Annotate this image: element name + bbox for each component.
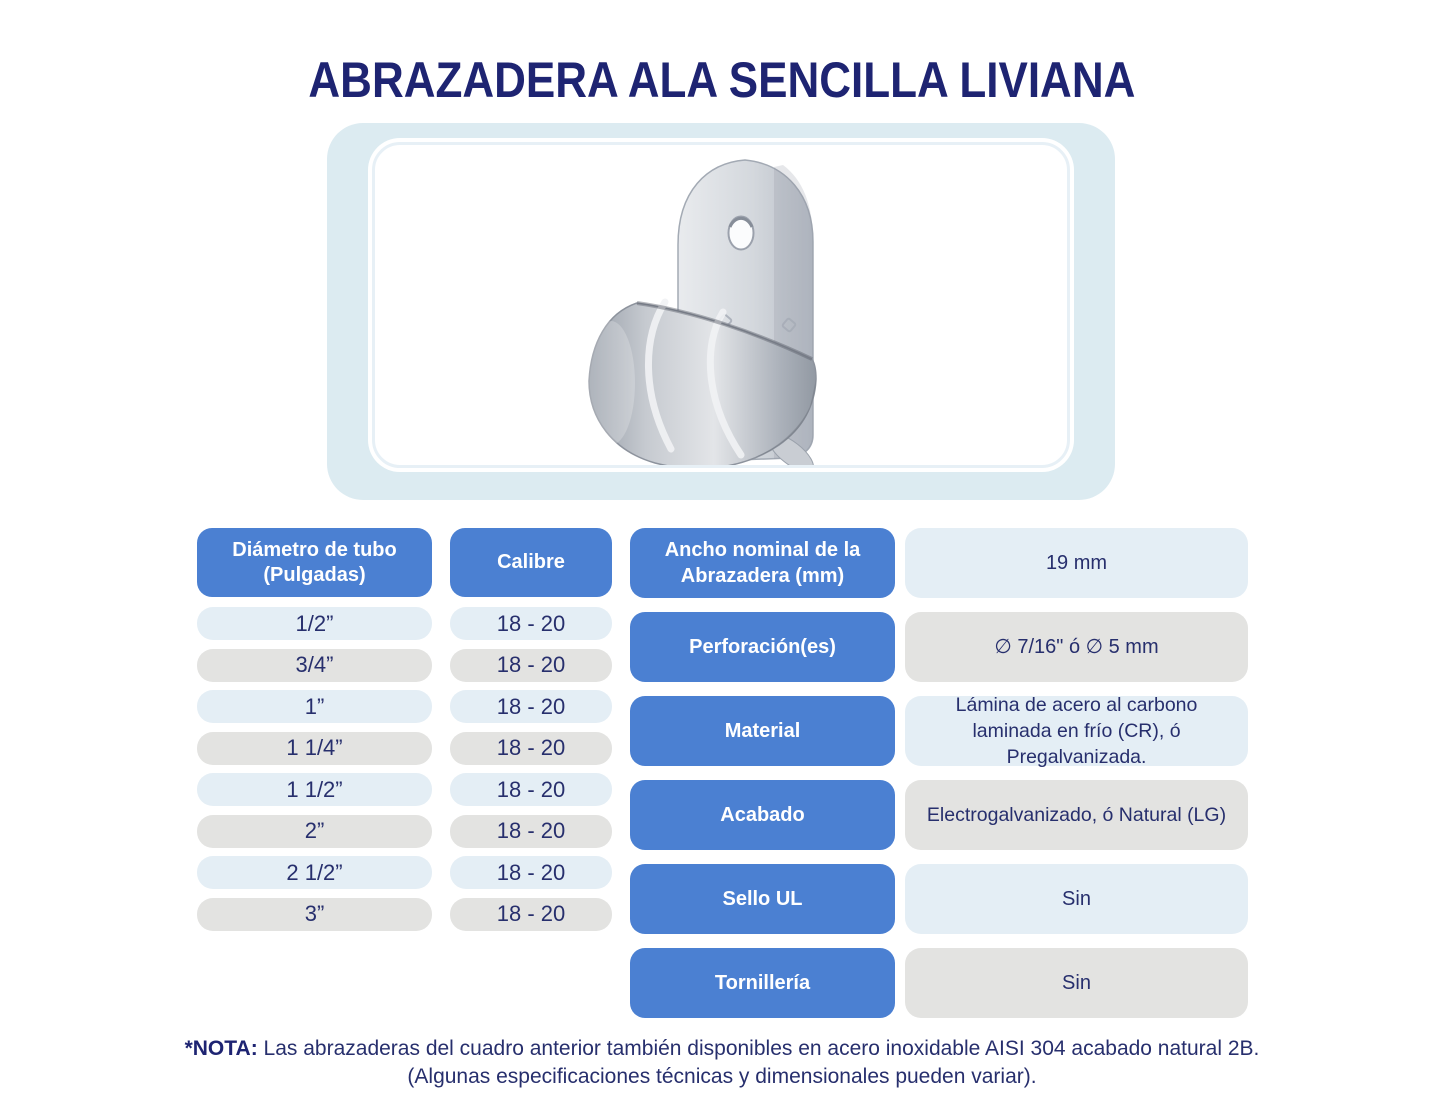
calibre-row: 18 - 20: [450, 690, 612, 723]
calibre-column: [450, 528, 612, 931]
diameter-row: 1/2”: [197, 607, 432, 640]
spec-label-perforacion: Perforación(es): [630, 612, 895, 682]
calibre-rows: [450, 607, 612, 931]
calibre-header: Calibre: [450, 528, 612, 597]
calibre-row: 18 - 20: [450, 607, 612, 640]
diameter-rows: [197, 607, 432, 931]
footnote-line-1: [0, 1035, 1444, 1063]
spec-label-tornilleria: Tornillería: [630, 948, 895, 1018]
page-title-text: ABRAZADERA ALA SENCILLA LIVIANA: [308, 52, 1136, 108]
calibre-row: 18 - 20: [450, 856, 612, 889]
diameter-row: 2 1/2”: [197, 856, 432, 889]
calibre-row: 18 - 20: [450, 898, 612, 931]
spec-label-acabado: Acabado: [630, 780, 895, 850]
diameter-row: 3”: [197, 898, 432, 931]
pipe-clamp-product-image: [375, 145, 1070, 468]
footnote-prefix: *NOTA:: [184, 1037, 258, 1060]
spec-value-perforacion: ∅ 7/16" ó ∅ 5 mm: [905, 612, 1248, 682]
spec-labels-column: [630, 528, 895, 1018]
page-title: [0, 52, 1444, 108]
footnote-line-2: (Algunas especificaciones técnicas y dimensionales pueden variar).: [407, 1065, 1037, 1088]
spec-value-acabado: Electrogalvanizado, ó Natural (LG): [905, 780, 1248, 850]
spec-label-sello-ul: Sello UL: [630, 864, 895, 934]
spec-label-ancho: Ancho nominal de la Abrazadera (mm): [630, 528, 895, 598]
diameter-column: [197, 528, 432, 931]
spec-values-column: [905, 528, 1248, 1018]
diameter-row: 3/4”: [197, 649, 432, 682]
product-panel: [327, 123, 1115, 500]
calibre-row: 18 - 20: [450, 732, 612, 765]
spec-label-material: Material: [630, 696, 895, 766]
footnote: [0, 1035, 1444, 1091]
spec-value-sello-ul: Sin: [905, 864, 1248, 934]
calibre-row: 18 - 20: [450, 815, 612, 848]
diameter-row: 1”: [197, 690, 432, 723]
product-card: [372, 142, 1070, 468]
calibre-row: 18 - 20: [450, 649, 612, 682]
diameter-row: 1 1/4”: [197, 732, 432, 765]
footnote-text-1: Las abrazaderas del cuadro anterior también disponibles en acero inoxidable AISI 304 acabado natural 2B.: [263, 1037, 1260, 1060]
calibre-row: 18 - 20: [450, 773, 612, 806]
diameter-row: 1 1/2”: [197, 773, 432, 806]
spec-value-tornilleria: Sin: [905, 948, 1248, 1018]
spec-value-ancho: 19 mm: [905, 528, 1248, 598]
diameter-row: 2”: [197, 815, 432, 848]
diameter-header: Diámetro de tubo (Pulgadas): [197, 528, 432, 597]
spec-value-material: Lámina de acero al carbono laminada en frío (CR), ó Pregalvanizada.: [905, 696, 1248, 766]
